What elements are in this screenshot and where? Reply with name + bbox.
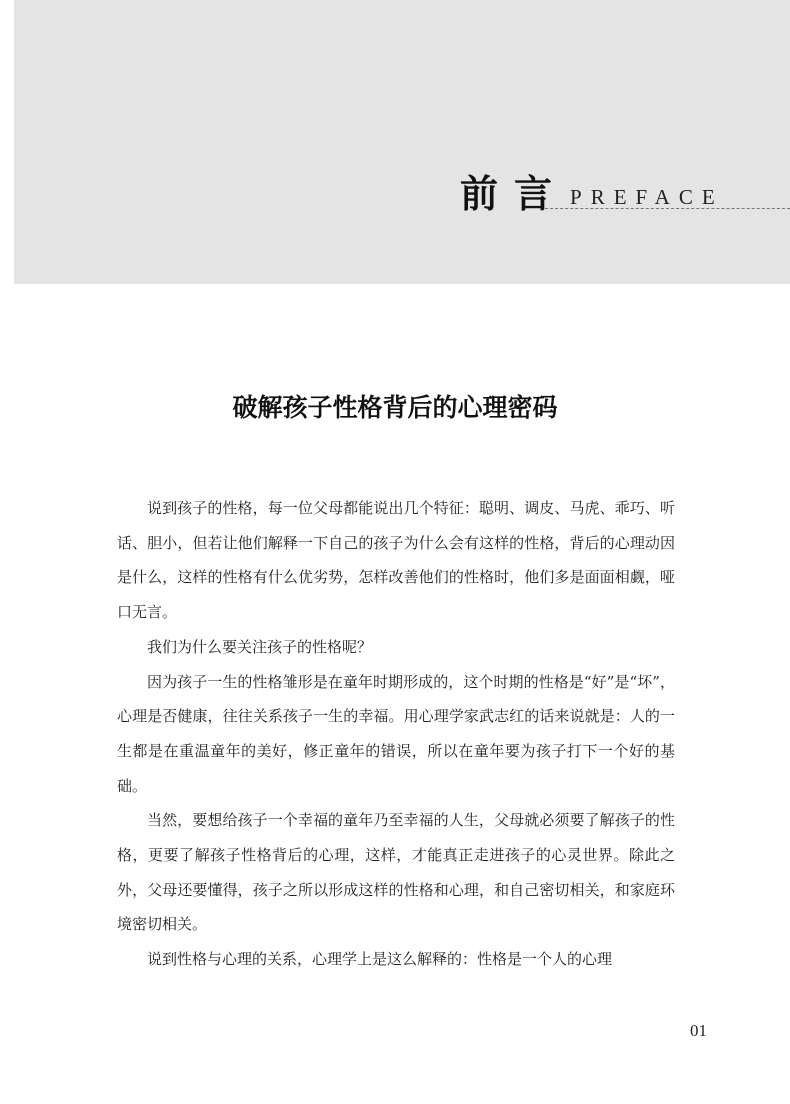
chapter-title: 前言 xyxy=(460,171,569,216)
body-text xyxy=(117,491,675,977)
paragraph: 说到性格与心理的关系，心理学上是这么解释的：性格是一个人的心理 xyxy=(147,950,613,969)
paragraph: 我们为什么要关注孩子的性格呢？ xyxy=(147,637,373,656)
paragraph: 当然，要想给孩子一个幸福的童年乃至幸福的人生，父母就必须要了解孩子的性格，更要了解孩子性格背后的心理，这样，才能真正走进孩子的心灵世界。除此之外，父母还要懂得，孩子之所以形成这样的性格和心理，和自己密切相关，和家庭环境密切相关。 xyxy=(117,811,675,934)
page-number: 01 xyxy=(690,1021,707,1040)
paragraph: 说到孩子的性格，每一位父母都能说出几个特征：聪明、调皮、马虎、乖巧、听话、胆小，但若让他们解释一下自己的孩子为什么会有这样的性格，背后的心理动因是什么，这样的性格有什么优劣势，怎样改善他们的性格时，他们多是面面相觑，哑口无言。 xyxy=(117,499,675,622)
paragraph: 因为孩子一生的性格雏形是在童年时期形成的，这个时期的性格是“好”是“坏”，心理是否健康，往往关系孩子一生的幸福。用心理学家武志红的话来说就是：人的一生都是在重温童年的美好，修正童年的错误，所以在童年要为孩子打下一个好的基础。 xyxy=(117,672,675,795)
chapter-subtitle: PREFACE xyxy=(570,185,724,209)
header-band xyxy=(14,0,790,284)
section-title: 破解孩子性格背后的心理密码 xyxy=(232,393,558,422)
dotted-divider xyxy=(545,208,790,209)
